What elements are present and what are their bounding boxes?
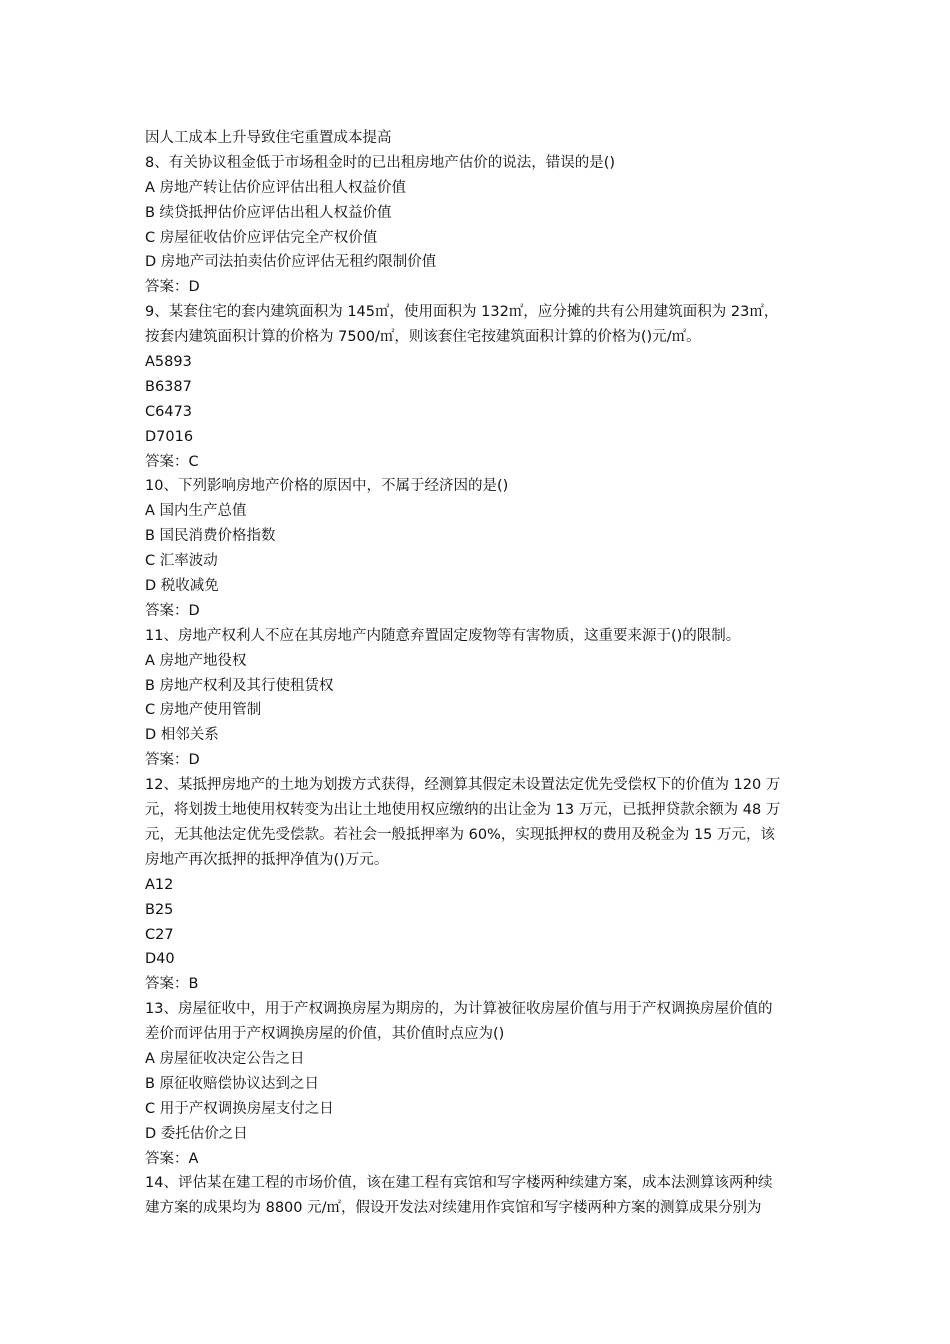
text-line: A12 (145, 876, 174, 893)
text-line: 答案：D (145, 752, 200, 769)
text-line: A 房地产转让估价应评估出租人权益价值 (145, 179, 407, 196)
text-line: A 国内生产总值 (145, 503, 247, 520)
text-line: A 房地产地役权 (145, 652, 247, 669)
text-line: 11、房地产权利人不应在其房地产内随意弃置固定废物等有害物质，这重要来源于()的限制。 (145, 627, 741, 644)
text-line: C 房屋征收估价应评估完全产权价值 (145, 229, 378, 246)
text-line: C6473 (145, 403, 193, 420)
text-line: A 房屋征收决定公告之日 (145, 1050, 305, 1067)
text-line: 9、某套住宅的套内建筑面积为 145㎡，使用面积为 132㎡，应分摊的共有公用建筑面积为 23㎡， (145, 304, 779, 321)
text-line: D7016 (145, 428, 194, 445)
text-line: C27 (145, 926, 174, 943)
text-line: C 房地产使用管制 (145, 702, 262, 719)
text-line: A5893 (145, 354, 192, 371)
text-line: 答案：D (145, 602, 200, 619)
text-line: 建方案的成果均为 8800 元/㎡，假设开发法对续建用作宾馆和写字楼两种方案的测算成果分别为 (145, 1200, 762, 1217)
text-line: 8、有关协议租金低于市场租金时的已出租房地产估价的说法，错误的是() (145, 154, 616, 171)
text-line: C 汇率波动 (145, 553, 218, 570)
text-line: 14、评估某在建工程的市场价值，该在建工程有宾馆和写字楼两种续建方案，成本法测算该两种续 (145, 1175, 773, 1192)
text-line: D 委托估价之日 (145, 1125, 248, 1142)
text-line: 房地产再次抵押的抵押净值为()万元。 (145, 851, 389, 868)
text-line: 10、下列影响房地产价格的原因中，不属于经济因的是() (145, 478, 509, 495)
text-line: 元，将划拨土地使用权转变为出让土地使用权应缴纳的出让金为 13 万元，已抵押贷款余额为 48 万 (145, 802, 781, 819)
text-line: B 国民消费价格指数 (145, 528, 276, 545)
text-line: 因人工成本上升导致住宅重置成本提高 (145, 130, 392, 146)
text-line: 答案：A (145, 1150, 199, 1167)
text-line: B25 (145, 901, 174, 918)
text-line: 13、房屋征收中，用于产权调换房屋为期房的，为计算被征收房屋价值与用于产权调换房屋价值的 (145, 1001, 773, 1018)
text-line: B6387 (145, 378, 192, 395)
text-line: D40 (145, 951, 175, 968)
text-line: 元，无其他法定优先受偿款。若社会一般抵押率为 60%，实现抵押权的费用及税金为 15 万元，该 (145, 826, 776, 843)
text-line: 12、某抵押房地产的土地为划拨方式获得，经测算其假定未设置法定优先受偿权下的价值为 120 万 (145, 777, 781, 794)
text-line: B 原征收赔偿协议达到之日 (145, 1075, 320, 1092)
text-line: D 相邻关系 (145, 727, 219, 744)
text-line: C 用于产权调换房屋支付之日 (145, 1100, 334, 1117)
text-line: B 续贷抵押估价应评估出租人权益价值 (145, 204, 392, 221)
text-line: D 税收减免 (145, 578, 219, 595)
text-line: D 房地产司法拍卖估价应评估无租约限制价值 (145, 254, 437, 271)
text-line: 答案：B (145, 976, 199, 993)
text-line: B 房地产权利及其行使租赁权 (145, 677, 334, 694)
text-line: 答案：D (145, 279, 200, 296)
text-line: 按套内建筑面积计算的价格为 7500/㎡，则该套住宅按建筑面积计算的价格为()元/㎡。 (145, 329, 701, 346)
text-line: 答案：C (145, 453, 199, 470)
text-line: 差价而评估用于产权调换房屋的价值，其价值时点应为() (145, 1026, 505, 1043)
document-page (145, 126, 810, 1221)
